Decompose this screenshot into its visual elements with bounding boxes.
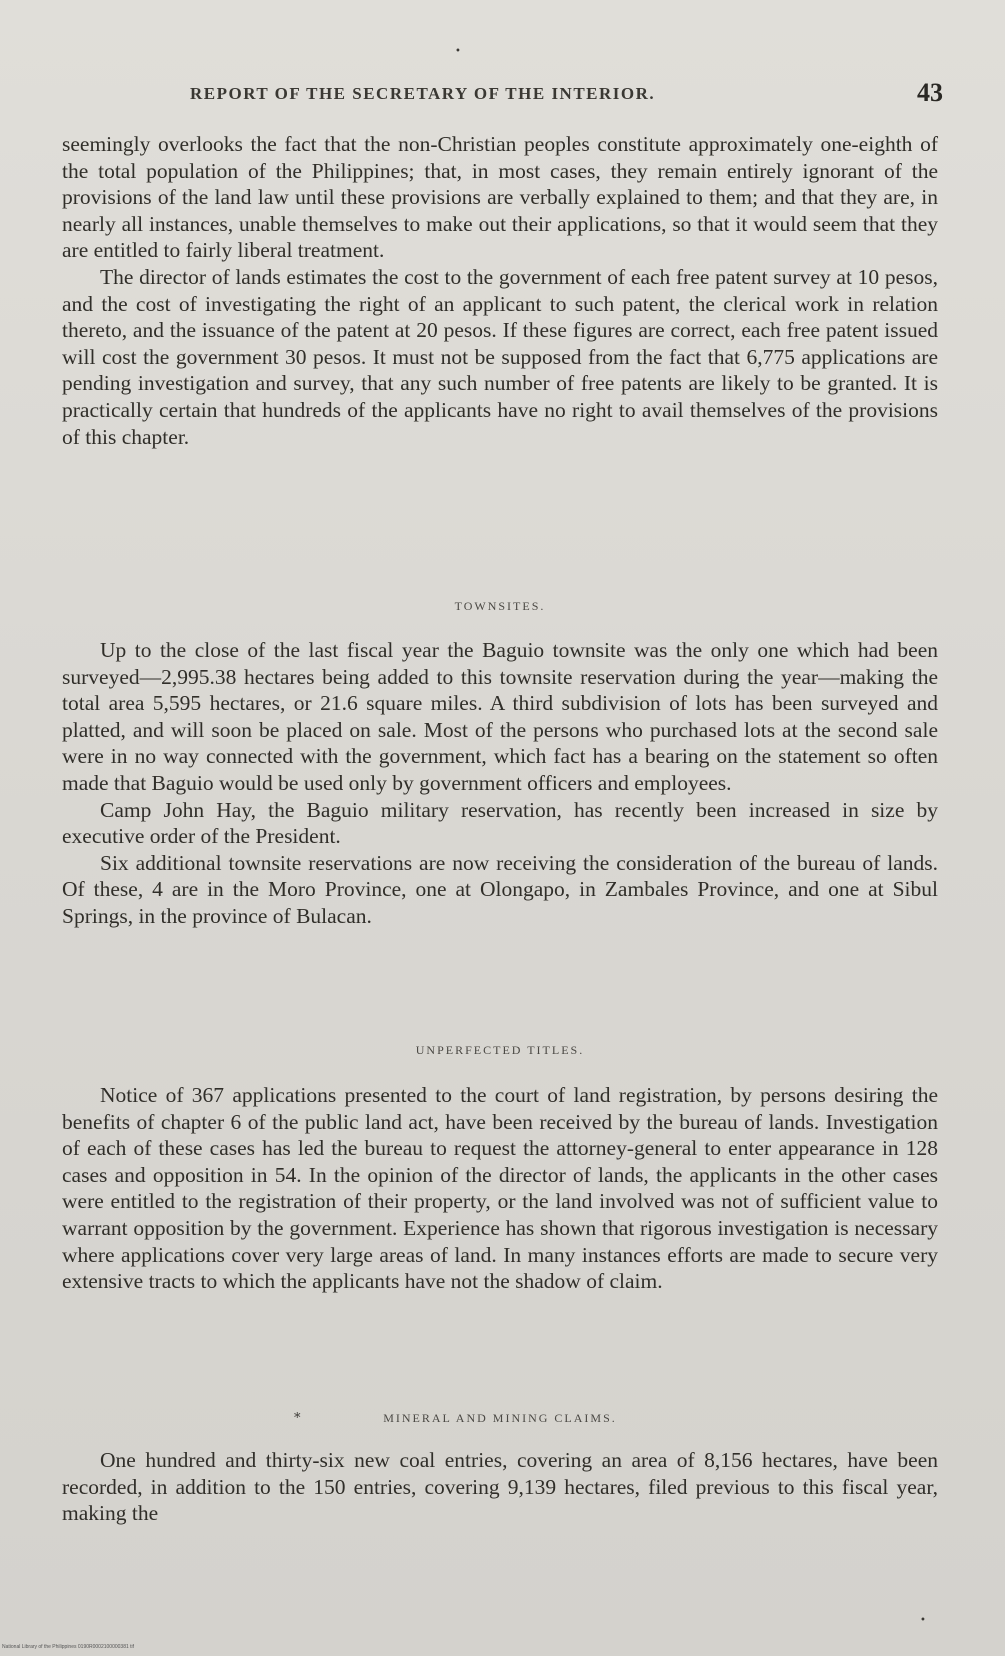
- paragraph-camp-john-hay: Camp John Hay, the Baguio military reservation, has recently been increased in size by executive order of the President.: [62, 797, 938, 849]
- paragraph-cost-estimate: The director of lands estimates the cost to the government of each free patent survey at 10 pesos, and the cost of investigating the right of an applicant to such patent, the clerical work in relation thereto, and the issuance of the patent at 20 pesos. If these figures are correct, each free patent issued will cost the government 30 pesos. It must not be supposed from the fact that 6,775 applications are pending investigation and survey, that any such number of free patents are likely to be granted. It is practically certain that hundreds of the applicants have no right to avail themselves of the provisions of this chapter.: [62, 264, 938, 449]
- running-head: REPORT OF THE SECRETARY OF THE INTERIOR.: [190, 84, 656, 103]
- paragraph-reservations: Six additional townsite reservations are now receiving the consideration of the bureau of lands. Of these, 4 are in the Moro Province, one at Olongapo, in Zambales Province, and one at Sibul Springs, in the province of Bulacan.: [62, 850, 938, 928]
- section-heading-unperfected-titles: UNPERFECTED TITLES.: [415, 1043, 585, 1057]
- continued-paragraph: seemingly overlooks the fact that the non-Christian peoples constitute approximately one-eighth of the total population of the Philippines; that, in most cases, they remain entirely ignorant of the provisions of the land law until these provisions are verbally explained to them; and that they are, in nearly all instances, unable themselves to make out their applications, so that it would seem that they are entitled to fairly liberal treatment.: [62, 132, 938, 263]
- paragraph-coal-entries: One hundred and thirty-six new coal entries, covering an area of 8,156 hectares, have been recorded, in addition to the 150 entries, covering 9,139 hectares, filed previous to this fiscal year, making the: [62, 1448, 938, 1526]
- body-text-top: [62, 131, 938, 450]
- scan-speck-mark: •: [455, 46, 461, 57]
- section-heading-mineral-claims: MINERAL AND MINING CLAIMS.: [383, 1411, 617, 1425]
- section-townsites: [62, 637, 938, 930]
- paragraph-applications: Notice of 367 applications presented to the court of land registration, by persons desiring the benefits of chapter 6 of the public land act, have been received by the bureau of lands. Investigation of each of these cases has led the bureau to request the attorney-general to enter appearance in 128 cases and opposition in 54. In the opinion of the director of lands, the applicants in the other cases were entitled to the registration of their property, or the land involved was not of sufficient value to warrant opposition by the government. Experience has shown that rigorous investigation is necessary where applications cover very large areas of land. In many instances efforts are made to secure very extensive tracts to which the applicants have not the shadow of claim.: [62, 1083, 938, 1294]
- page-header: [190, 78, 943, 108]
- section-unperfected-titles: [62, 1082, 938, 1295]
- page-number: 43: [917, 78, 943, 107]
- section-mineral-claims: [62, 1447, 938, 1527]
- scan-footer: National Library of the Philippines 0190R0002100000381 tif: [2, 1644, 135, 1650]
- section-heading-townsites: TOWNSITES.: [454, 599, 546, 613]
- scan-speck-mark: •: [920, 1615, 926, 1626]
- asterisk-mark: *: [294, 1411, 301, 1426]
- paragraph-baguio: Up to the close of the last fiscal year the Baguio townsite was the only one which had been surveyed—2,995.38 hectares being added to this townsite reservation during the year—making the total area 5,595 hectares, or 21.6 square miles. A third subdivision of lots has been surveyed and platted, and will soon be placed on sale. Most of the persons who purchased lots at the second sale were in no way connected with the government, which fact has a bearing on the statement so often made that Baguio would be used only by government officers and employees.: [62, 638, 938, 795]
